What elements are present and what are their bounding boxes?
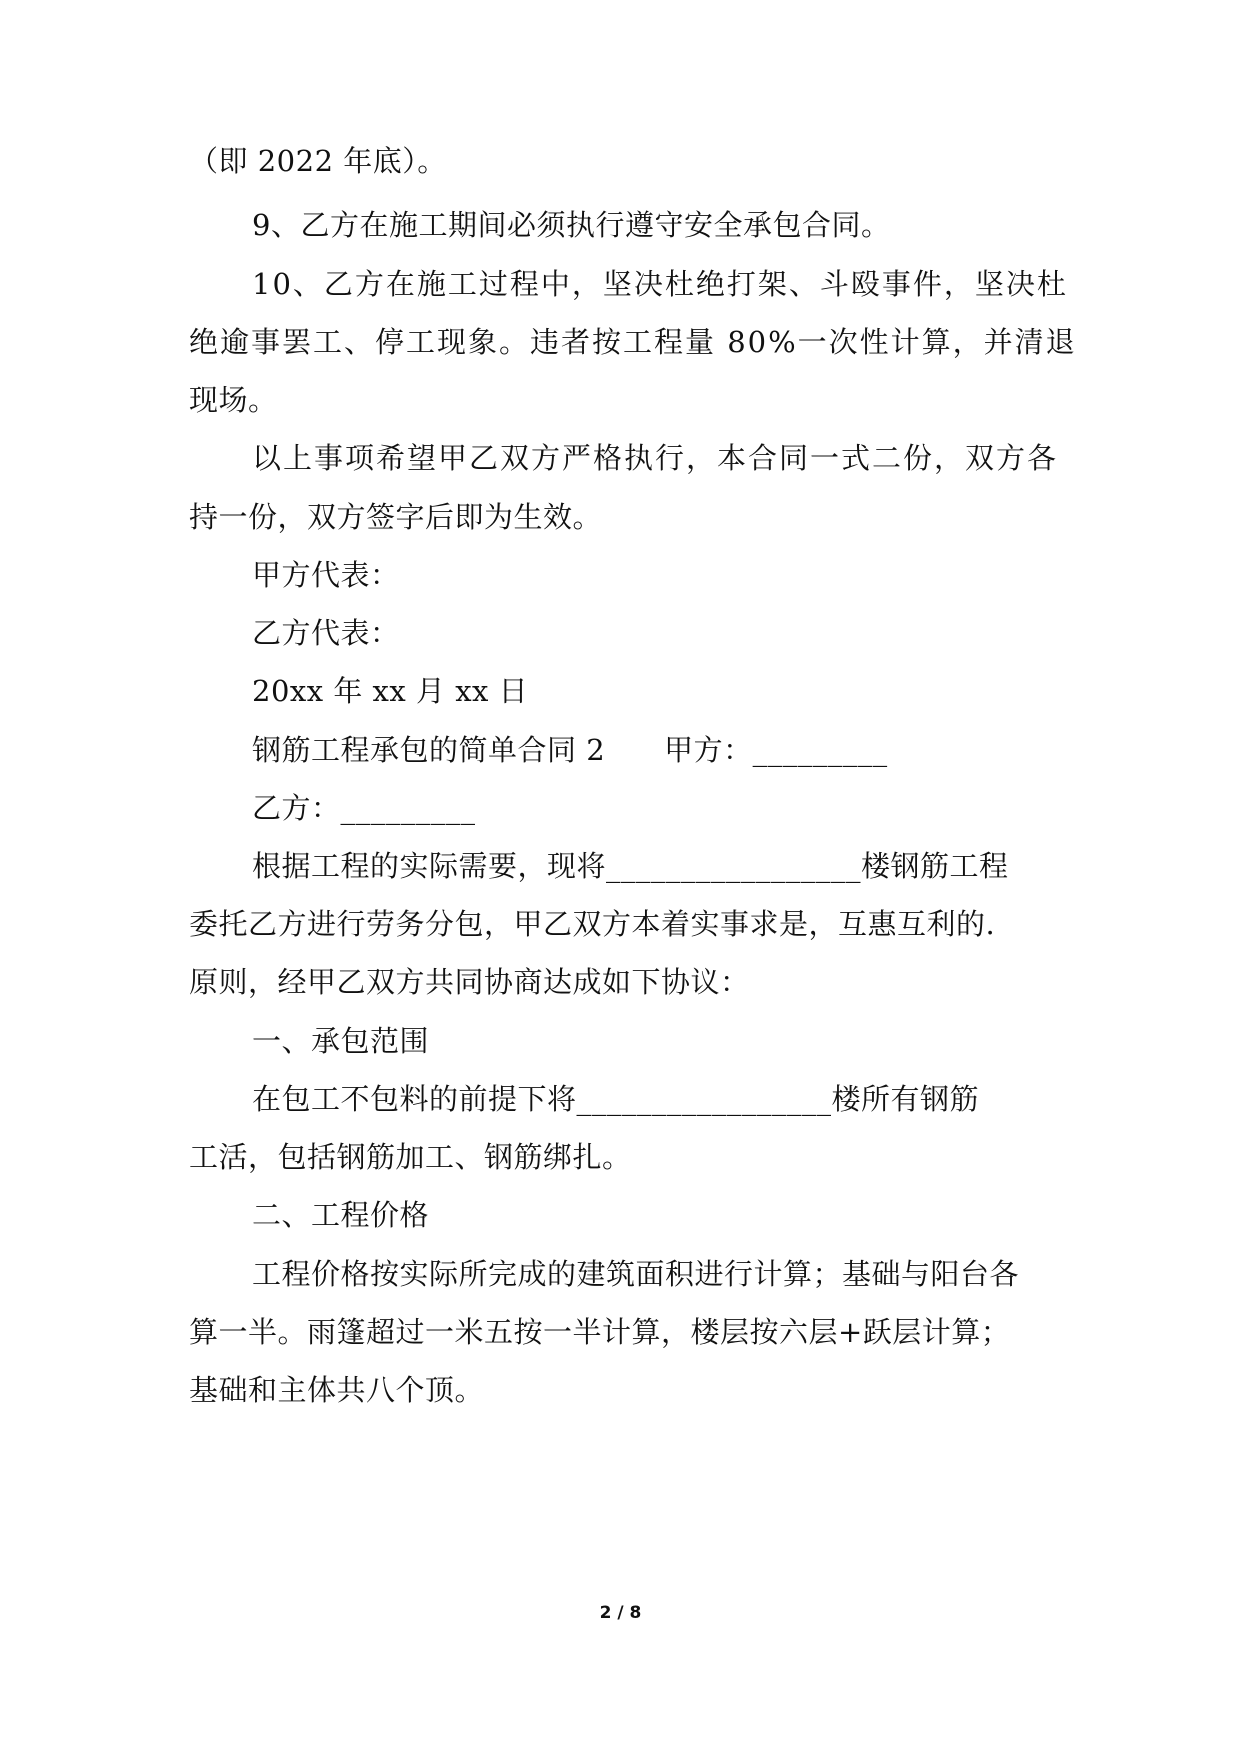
party-b-representative: 乙方代表：: [252, 616, 400, 650]
clause-9: 9、乙方在施工期间必须执行遵守安全承包合同。: [252, 208, 891, 242]
text-line: 算一半。雨篷超过一米五按一半计算，楼层按六层+跃层计算；: [189, 1315, 1011, 1349]
closing-paragraph: 以上事项希望甲乙双方严格执行，本合同一式二份，双方各: [252, 441, 1059, 475]
text-line: 原则，经甲乙双方共同协商达成如下协议：: [189, 965, 750, 999]
contract-2-title: 钢筋工程承包的简单合同 2 甲方：_________: [252, 733, 888, 767]
text-line: 基础和主体共八个顶。: [189, 1373, 485, 1407]
intro-paragraph: 根据工程的实际需要，现将_________________楼钢筋工程: [252, 849, 1009, 883]
text-line: 绝逾事罢工、停工现象。违者按工程量 80%一次性计算，并清退: [189, 325, 1077, 359]
page-number: 2 / 8: [599, 1603, 642, 1623]
text-line: 现场。: [189, 383, 278, 417]
text-line: 工活，包括钢筋加工、钢筋绑扎。: [189, 1140, 632, 1174]
clause-10: 10、乙方在施工过程中，坚决杜绝打架、斗殴事件，坚决杜: [252, 267, 1068, 301]
party-b-field: 乙方：_________: [252, 791, 476, 825]
party-a-representative: 甲方代表：: [252, 558, 400, 592]
scope-paragraph: 在包工不包料的前提下将_________________楼所有钢筋: [252, 1082, 980, 1116]
signature-date: 20xx 年 xx 月 xx 日: [252, 674, 529, 708]
text-line: 持一份，双方签字后即为生效。: [189, 500, 603, 534]
text-line: （即 2022 年底）。: [189, 144, 447, 178]
price-paragraph: 工程价格按实际所完成的建筑面积进行计算；基础与阳台各: [252, 1257, 1020, 1291]
text-line: 委托乙方进行劳务分包，甲乙双方本着实事求是，互惠互利的.: [189, 907, 996, 941]
section-heading-scope: 一、承包范围: [252, 1024, 430, 1058]
section-heading-price: 二、工程价格: [252, 1198, 430, 1232]
